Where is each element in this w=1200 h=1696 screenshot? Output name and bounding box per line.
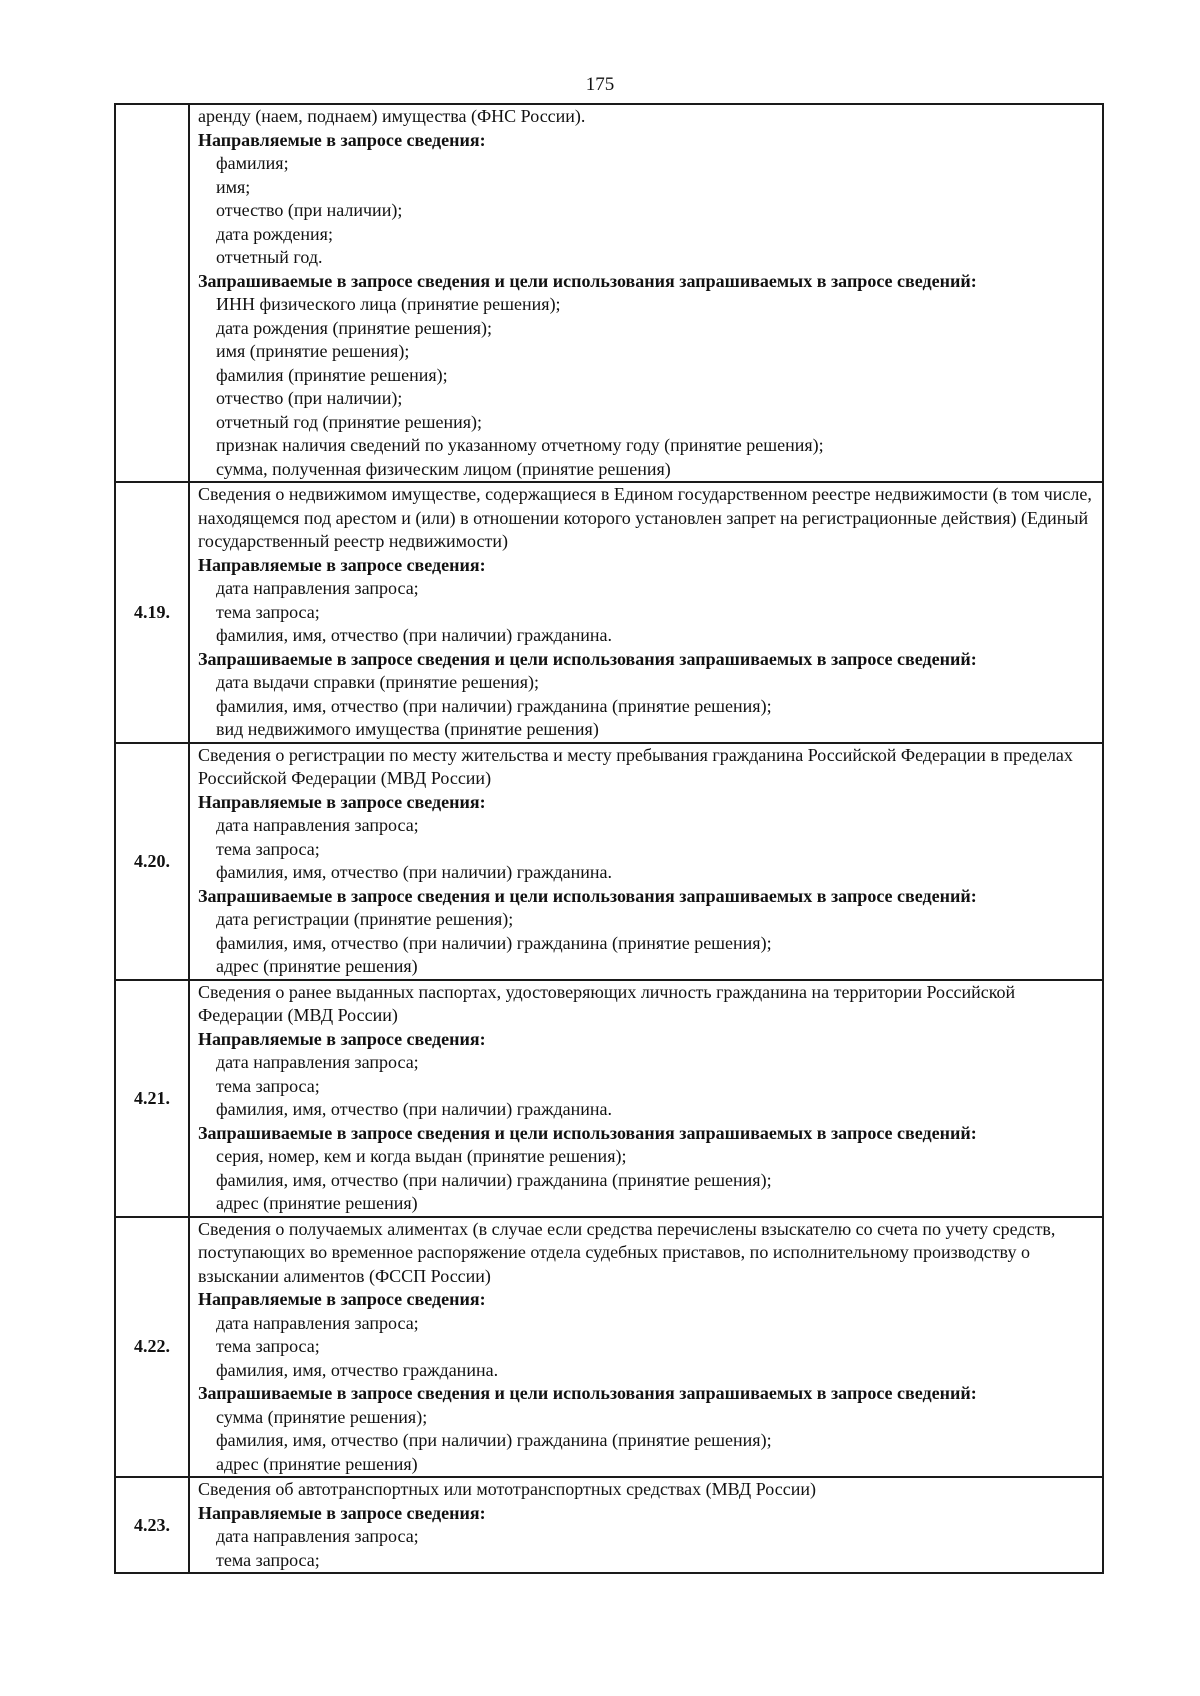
sent-item: тема запроса; [216, 1549, 320, 1570]
requested-item: фамилия, имя, отчество (при наличии) гражданина (принятие решения); [216, 1430, 772, 1450]
row-number [115, 104, 189, 482]
section-title: Сведения о недвижимом имуществе, содержащиеся в Едином государственном реестре недвижимости (в том числе, находящемся под арестом и (или) в отношении которого установлен запрет на регистрационные действия) (Единый государственный реестр недвижимости) [198, 484, 1092, 551]
requested-item: отчетный год (принятие решения); [216, 411, 483, 432]
sent-item: имя; [216, 176, 251, 197]
sent-heading: Направляемые в запросе сведения: [198, 1502, 486, 1523]
requested-item: отчество (при наличии); [216, 388, 403, 408]
sent-item: тема запроса; [216, 1075, 320, 1096]
requested-item: имя (принятие решения); [216, 341, 410, 361]
requested-item: адрес (принятие решения) [216, 956, 418, 976]
requested-item: сумма (принятие решения); [216, 1406, 428, 1427]
row-number: 4.22. [115, 1217, 189, 1478]
section-title: Сведения о получаемых алиментах (в случае если средства перечислены взыскателю со счета по учету средств, поступающих во временное распоряжение отдела судебных приставов, по исполнительному производству о взыскании алиментов (ФССП России) [198, 1218, 1056, 1286]
requested-item: фамилия, имя, отчество (при наличии) гражданина (принятие решения); [216, 932, 772, 953]
table-row [115, 482, 1103, 743]
section-title: Сведения об автотранспортных или мототранспортных средствах (МВД России) [198, 1479, 816, 1499]
sent-item: дата направления запроса; [216, 578, 419, 598]
section-title: Сведения о ранее выданных паспортах, удостоверяющих личность гражданина на территории Российской Федерации (МВД России) [198, 981, 1016, 1025]
row-content [189, 1477, 1103, 1573]
requested-item: фамилия, имя, отчество (при наличии) гражданина (принятие решения); [216, 1169, 772, 1190]
requested-item: вид недвижимого имущества (принятие решения) [216, 719, 599, 739]
requested-item: фамилия, имя, отчество (при наличии) гражданина (принятие решения); [216, 695, 772, 716]
requested-item: дата выдачи справки (принятие решения); [216, 672, 539, 692]
sent-item: тема запроса; [216, 601, 320, 622]
sent-heading: Направляемые в запросе сведения: [198, 554, 486, 575]
sent-item: дата направления запроса; [216, 1052, 419, 1072]
page-number: 175 [585, 74, 615, 95]
sent-item: дата направления запроса; [216, 1526, 419, 1546]
sent-item: фамилия, имя, отчество (при наличии) гражданина. [216, 625, 613, 645]
row-content [189, 1217, 1103, 1478]
sent-heading: Направляемые в запросе сведения: [198, 129, 486, 150]
sent-item: тема запроса; [216, 838, 320, 859]
table-body [115, 104, 1103, 1573]
row-number: 4.19. [115, 482, 189, 743]
row-number: 4.21. [115, 980, 189, 1217]
table-row [115, 980, 1103, 1217]
row-number: 4.23. [115, 1477, 189, 1573]
row-content [189, 482, 1103, 743]
sent-item: фамилия, имя, отчество (при наличии) гражданина. [216, 1099, 613, 1119]
sent-item: дата направления запроса; [216, 1312, 419, 1333]
sent-item: дата направления запроса; [216, 815, 419, 835]
requested-heading: Запрашиваемые в запросе сведения и цели использования запрашиваемых в запросе сведений: [198, 270, 977, 291]
requested-item: признак наличия сведений по указанному отчетному году (принятие решения); [216, 435, 824, 455]
row-content [189, 980, 1103, 1217]
row-content [189, 743, 1103, 980]
sent-heading: Направляемые в запросе сведения: [198, 1028, 486, 1049]
sent-item: дата рождения; [216, 223, 333, 244]
sent-item: отчество (при наличии); [216, 200, 403, 220]
sent-heading: Направляемые в запросе сведения: [198, 1289, 486, 1309]
sent-item: фамилия, имя, отчество (при наличии) гражданина. [216, 862, 613, 882]
requested-item: сумма, полученная физическим лицом (принятие решения) [216, 458, 671, 479]
row-number: 4.20. [115, 743, 189, 980]
document-table [114, 103, 1104, 1574]
table-row [115, 1217, 1103, 1478]
requested-heading: Запрашиваемые в запросе сведения и цели использования запрашиваемых в запросе сведений: [198, 1383, 977, 1403]
row-content [189, 104, 1103, 482]
requested-item: фамилия (принятие решения); [216, 364, 448, 385]
requested-item: ИНН физического лица (принятие решения); [216, 294, 561, 314]
sent-item: фамилия; [216, 153, 289, 173]
requested-item: дата рождения (принятие решения); [216, 317, 492, 338]
requested-heading: Запрашиваемые в запросе сведения и цели использования запрашиваемых в запросе сведений: [198, 1122, 977, 1143]
requested-item: адрес (принятие решения) [216, 1193, 418, 1213]
requested-heading: Запрашиваемые в запросе сведения и цели использования запрашиваемых в запросе сведений: [198, 648, 977, 669]
section-title: аренду (наем, поднаем) имущества (ФНС России). [198, 106, 586, 126]
table-row [115, 743, 1103, 980]
requested-heading: Запрашиваемые в запросе сведения и цели использования запрашиваемых в запросе сведений: [198, 885, 977, 906]
sent-item: тема запроса; [216, 1336, 320, 1356]
requested-item: серия, номер, кем и когда выдан (принятие решения); [216, 1146, 627, 1166]
sent-item: отчетный год. [216, 247, 323, 267]
requested-item: адрес (принятие решения) [216, 1453, 418, 1474]
table-row [115, 104, 1103, 482]
sent-item: фамилия, имя, отчество гражданина. [216, 1359, 499, 1380]
sent-heading: Направляемые в запросе сведения: [198, 791, 486, 812]
requested-item: дата регистрации (принятие решения); [216, 909, 514, 929]
table-row [115, 1477, 1103, 1573]
section-title: Сведения о регистрации по месту жительства и месту пребывания гражданина Российской Федерации в пределах Российской Федерации (МВД России) [198, 744, 1073, 788]
